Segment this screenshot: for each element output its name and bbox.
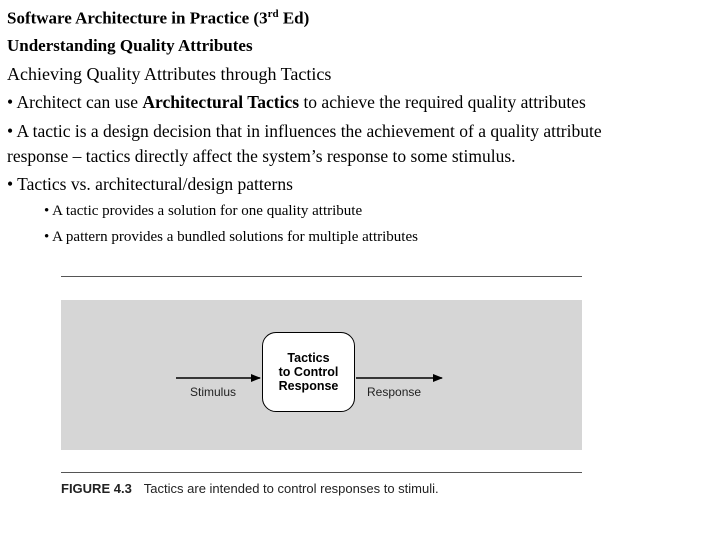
sub-bullet-tactic: • A tactic provides a solution for one quality attribute <box>44 203 363 219</box>
figure-caption <box>61 481 439 496</box>
tactics-box-line3: Response <box>278 379 339 393</box>
bullet-tactics-vs-patterns: • Tactics vs. architectural/design patterns <box>7 174 293 194</box>
sub-bullet-pattern: • A pattern provides a bundled solutions for multiple attributes <box>44 229 418 245</box>
slide-subtitle: Understanding Quality Attributes <box>7 36 253 55</box>
bullet-tactic-definition-line2: response – tactics directly affect the system’s response to some stimulus. <box>7 146 516 166</box>
figure-number: FIGURE 4.3 <box>61 481 132 496</box>
tactics-box-line2: to Control <box>278 365 339 379</box>
response-label: Response <box>367 385 422 399</box>
bullet-tactic-definition-line1: • A tactic is a design decision that in influences the achievement of a quality attribute <box>7 121 602 141</box>
tactics-box <box>262 332 355 412</box>
bullet-architectural-tactics: • Architect can use Architectural Tactics to achieve the required quality attributes <box>7 92 586 112</box>
tactics-box-line1: Tactics <box>287 351 330 365</box>
figure-bottom-rule <box>61 472 582 473</box>
topic-heading: Achieving Quality Attributes through Tactics <box>7 64 332 84</box>
slide-title: Software Architecture in Practice (3rd Ed) <box>7 8 310 28</box>
stimulus-label: Stimulus <box>190 385 237 399</box>
figure-caption-text: Tactics are intended to control responses to stimuli. <box>143 481 439 496</box>
